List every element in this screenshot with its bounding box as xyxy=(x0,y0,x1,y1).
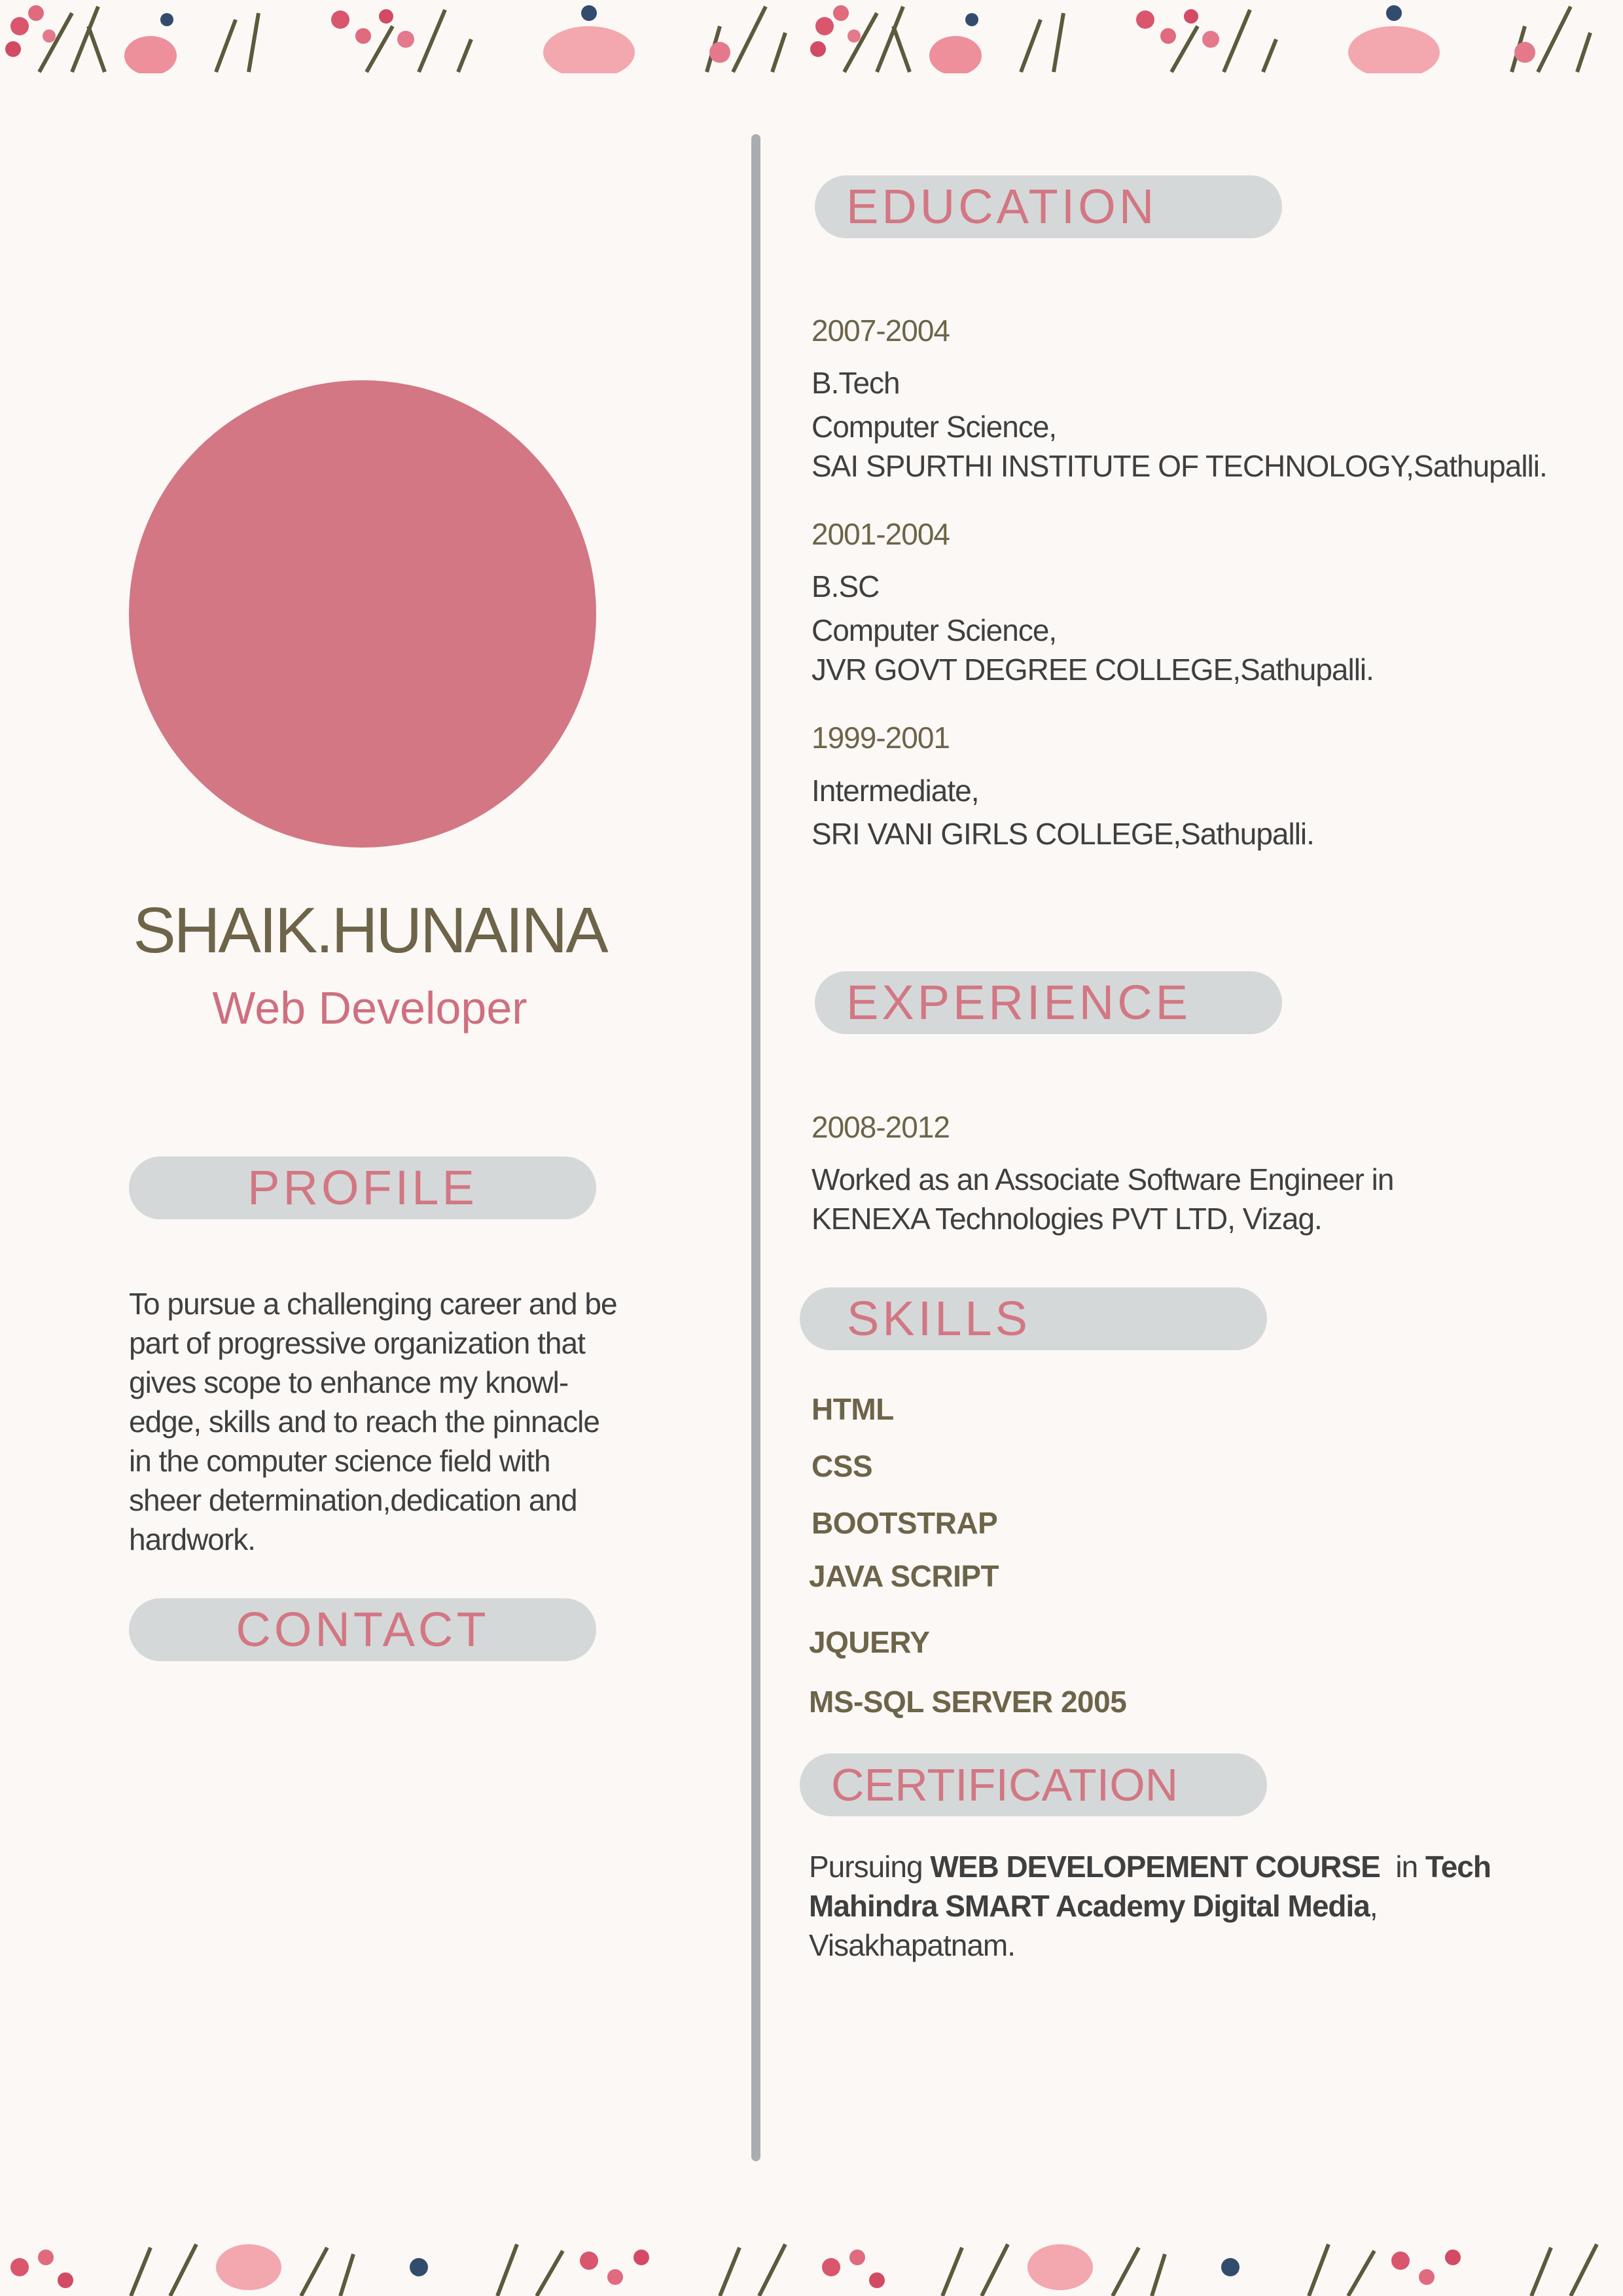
education-years: 2007-2004 xyxy=(812,314,950,348)
skill-item: BOOTSTRAP xyxy=(812,1506,998,1540)
floral-border-top-icon xyxy=(0,0,1623,73)
education-heading: EDUCATION xyxy=(815,175,1282,238)
profile-line: To pursue a challenging career and be xyxy=(129,1287,617,1321)
education-years: 1999-2001 xyxy=(812,721,950,755)
experience-years: 2008-2012 xyxy=(812,1110,950,1144)
education-institution: SRI VANI GIRLS COLLEGE,Sathupalli. xyxy=(812,817,1314,851)
skill-item: MS-SQL SERVER 2005 xyxy=(809,1685,1127,1719)
profile-line: in the computer science field with xyxy=(129,1444,550,1478)
certification-text xyxy=(809,1847,1516,1965)
person-role: Web Developer xyxy=(212,982,527,1033)
profile-line: hardwork. xyxy=(129,1522,255,1556)
skill-item: HTML xyxy=(812,1392,894,1426)
certification-heading: CERTIFICATION xyxy=(800,1753,1267,1816)
education-degree: B.Tech xyxy=(812,366,900,400)
contact-heading: CONTACT xyxy=(129,1598,596,1661)
education-degree: Intermediate, xyxy=(812,774,979,808)
profile-heading: PROFILE xyxy=(129,1157,596,1219)
profile-line: edge, skills and to reach the pinnacle xyxy=(129,1405,599,1439)
education-degree: B.SC xyxy=(812,569,880,603)
skills-heading: SKILLS xyxy=(800,1287,1267,1350)
profile-line: gives scope to enhance my knowl- xyxy=(129,1365,569,1399)
skill-item: JQUERY xyxy=(809,1625,930,1659)
column-divider xyxy=(751,134,760,2161)
cert-city: Visakhapatnam. xyxy=(809,1928,1016,1962)
education-field: Computer Science, xyxy=(812,613,1057,647)
education-years: 2001-2004 xyxy=(812,517,950,551)
education-institution: JVR GOVT DEGREE COLLEGE,Sathupalli. xyxy=(812,653,1374,687)
cert-prefix: Pursuing xyxy=(809,1850,931,1884)
profile-summary xyxy=(129,1284,639,1559)
experience-heading: EXPERIENCE xyxy=(815,971,1282,1034)
cert-org-b: Mahindra SMART Academy Digital Media xyxy=(809,1889,1370,1923)
skill-item: CSS xyxy=(812,1449,873,1483)
cert-suffix: , xyxy=(1369,1889,1378,1923)
education-institution: SAI SPURTHI INSTITUTE OF TECHNOLOGY,Sathupalli. xyxy=(812,449,1547,483)
profile-photo xyxy=(129,380,596,848)
education-field: Computer Science, xyxy=(812,410,1057,444)
cert-org-a: Tech xyxy=(1425,1850,1491,1884)
person-name: SHAIK.HUNAINA xyxy=(133,894,607,966)
skill-item: JAVA SCRIPT xyxy=(809,1559,999,1593)
cert-course: WEB DEVELOPEMENT COURSE xyxy=(930,1850,1380,1884)
experience-line: KENEXA Technologies PVT LTD, Vizag. xyxy=(812,1202,1322,1236)
cert-mid: in xyxy=(1380,1850,1426,1884)
profile-line: sheer determination,dedication and xyxy=(129,1483,577,1517)
experience-line: Worked as an Associate Software Engineer in xyxy=(812,1162,1394,1196)
floral-border-bottom-icon xyxy=(0,2241,1623,2296)
profile-line: part of progressive organization that xyxy=(129,1326,585,1360)
